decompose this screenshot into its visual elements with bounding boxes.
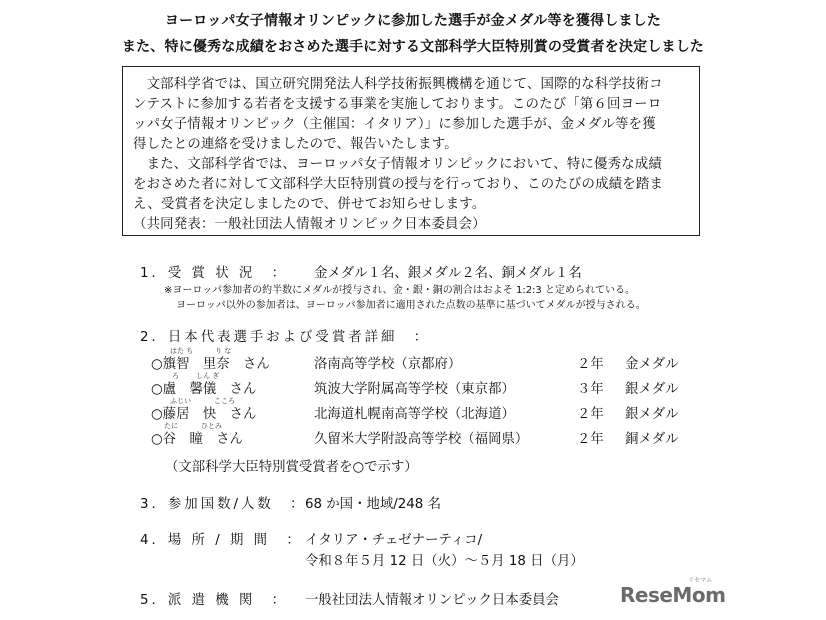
winner-name: ○盧 馨儀 さん	[151, 382, 257, 397]
winner-school: 筑波大学附属高等学校（東京都）	[314, 382, 515, 397]
event-period: 令和８年５月 12 日（火）～５月 18 日（月）	[305, 554, 584, 569]
winner-grade: ２年	[577, 357, 604, 372]
summary-line: ッパ女子情報オリンピック（主催国：イタリア）」に参加した選手が、金メダル等を獲	[133, 117, 656, 132]
resemom-logo: ReseMom	[620, 583, 726, 607]
summary-line: 得したとの連絡を受けましたので、報告いたします。	[133, 137, 458, 152]
winner-medal: 金メダル	[625, 357, 679, 372]
winner-medal: 銀メダル	[625, 382, 679, 397]
winner-medal: 銀メダル	[625, 407, 679, 422]
ruby-family: ろ	[172, 372, 179, 380]
summary-line: 文部科学省では、国立研究開発法人科学技術振興機構を通じて、国際的な科学技術コ	[133, 77, 663, 92]
joint-announcement: （共同発表：一般社団法人情報オリンピック日本委員会）	[133, 217, 486, 232]
summary-line: また、文部科学省では、ヨーロッパ女子情報オリンピックにおいて、特に優秀な成績	[133, 157, 662, 172]
winner-grade: ３年	[577, 382, 604, 397]
award-summary: 金メダル１名、銀メダル２名、銅メダル１名	[314, 266, 582, 281]
ruby-given: ひとみ	[201, 422, 222, 430]
medal-note-1: ※ヨーロッパ参加者の約半数にメダルが授与され、金・銀・銅の割合はおよそ 1:2:3 と定められている。	[164, 285, 635, 296]
participation-count: 68 か国・地域/248 名	[305, 497, 441, 512]
ruby-family: ふじい	[170, 397, 191, 405]
ruby-family: たに	[164, 422, 178, 430]
medal-note-2: ヨーロッパ以外の参加者は、ヨーロッパ参加者に適用された点数の基準に基づいてメダルが授与される。	[176, 300, 646, 311]
ruby-given: り な	[215, 347, 232, 355]
logo-subtext: リセマム	[688, 577, 712, 584]
ruby-given: こころ	[214, 397, 235, 405]
section-3-heading: 3．参加国数/人数 ：	[140, 497, 307, 512]
section-4-heading: 4．場 所 / 期 間 ：	[140, 533, 303, 548]
dispatching-organization: 一般社団法人情報オリンピック日本委員会	[305, 593, 559, 608]
winner-grade: ２年	[577, 407, 604, 422]
winner-school: 久留米大学附設高等学校（福岡県）	[314, 432, 529, 447]
special-award-footnote: （文部科学大臣特別賞受賞者を○で示す）	[165, 460, 418, 475]
ruby-family: はた ち	[170, 347, 194, 355]
winner-medal: 銅メダル	[625, 432, 679, 447]
summary-line: をおさめた者に対して文部科学大臣特別賞の授与を行っており、このたびの成績を踏ま	[133, 177, 664, 192]
event-location: イタリア・チェゼナーティコ/	[305, 533, 483, 548]
winner-name: ○藤居 快 さん	[151, 407, 257, 422]
document-title-line-1: ヨーロッパ女子情報オリンピックに参加した選手が金メダル等を獲得しました	[164, 13, 662, 29]
winner-school: 北海道札幌南高等学校（北海道）	[314, 407, 515, 422]
winner-school: 洛南高等学校（京都府）	[314, 357, 462, 372]
summary-line: ンテストに参加する若者を支援する事業を実施しております。このたび「第６回ヨーロ	[133, 97, 662, 112]
summary-box	[122, 66, 700, 236]
winner-name: ○谷 瞳 さん	[151, 432, 244, 447]
ruby-given: しん ぎ	[196, 372, 220, 380]
section-5-heading: 5．派 遣 機 関 ：	[140, 593, 289, 608]
winner-grade: ２年	[577, 432, 604, 447]
document-title-line-2: また、特に優秀な成績をおさめた選手に対する文部科学大臣特別賞の受賞者を決定しました	[121, 39, 705, 55]
section-1-heading: 1．受 賞 状 況 ：	[140, 266, 289, 281]
winner-name: ○籏智 里奈 さん	[151, 357, 270, 372]
section-2-heading: 2．日本代表選手および受賞者詳細 ：	[140, 330, 431, 345]
summary-line: え、受賞者を決定しましたので、併せてお知らせします。	[133, 197, 486, 212]
